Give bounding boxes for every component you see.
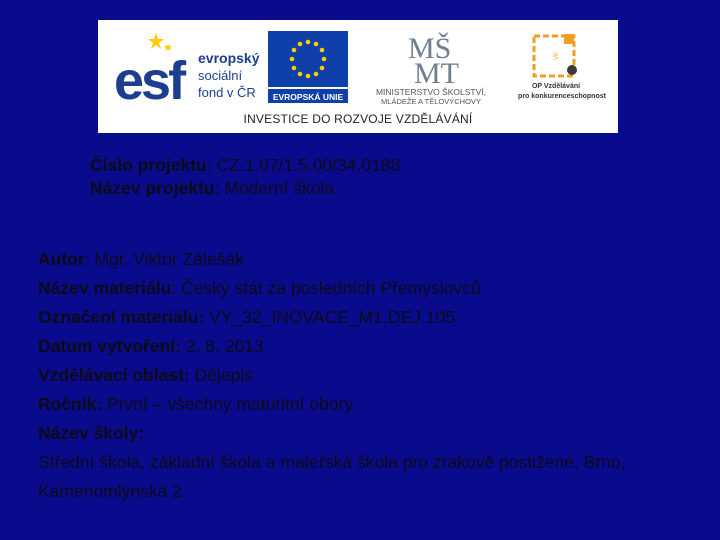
author-value: : Mgr. Viktor Zálešák xyxy=(84,249,244,269)
material-name-value: : Český stát za posledních Přemyslovců xyxy=(171,278,481,298)
msmt-mark-bottom: MT xyxy=(414,57,459,90)
op-vzdelavani-logo xyxy=(512,30,612,106)
op-line-1: OP Vzdělávání xyxy=(531,83,581,90)
project-number-value: : CZ.1.07/1.5.00/34.0188 xyxy=(206,155,401,175)
msmt-line-2: MLÁDEŽE A TĚLOVÝCHOVY xyxy=(381,97,481,106)
date-row xyxy=(38,332,678,361)
area-value: Dějepis xyxy=(189,365,253,385)
esf-logo xyxy=(112,29,262,105)
year-label: Ročník: xyxy=(38,394,103,414)
school-label: Název školy: xyxy=(38,423,145,443)
author-row xyxy=(38,245,678,274)
msmt-logo xyxy=(356,28,506,106)
school-label-row xyxy=(38,419,678,448)
material-code-label: Označení materiálu: xyxy=(38,307,205,327)
msmt-line-1: MINISTERSTVO ŠKOLSTVÍ, xyxy=(375,87,487,97)
school-value: Střední škola, základní škola a mateřská škola pro zrakově postižené, Brno, Kamenomlýnská 2 xyxy=(38,452,626,501)
project-block xyxy=(90,154,400,200)
material-name-row xyxy=(38,274,678,303)
op-badge: VK xyxy=(554,51,560,60)
material-code-row xyxy=(38,303,678,332)
area-row xyxy=(38,361,678,390)
eu-caption: EVROPSKÁ UNIE xyxy=(272,92,344,102)
material-name-label: Název materiálu xyxy=(38,278,172,298)
year-value: První – všechny maturitní obory xyxy=(102,394,354,414)
project-name-value: : Moderní škola xyxy=(214,178,335,198)
eu-flag-logo xyxy=(266,29,350,105)
op-line-2: pro konkurenceschopnost xyxy=(518,93,606,100)
project-number-row xyxy=(90,154,400,177)
date-value: 2. 8. 2013 xyxy=(180,336,264,356)
logo-banner xyxy=(98,20,618,133)
msmt-mark-top: MŠ xyxy=(408,32,452,65)
esf-line-3: fond v ČR xyxy=(198,85,256,100)
project-name-row xyxy=(90,177,400,200)
esf-mark: esf xyxy=(114,51,184,105)
project-name-label: Název projektu xyxy=(90,178,215,198)
material-details xyxy=(38,245,678,506)
esf-line-2: sociální xyxy=(198,68,243,83)
material-code-value: VY_32_INOVACE_M1.DEJ.105 xyxy=(204,307,455,327)
date-label: Datum vytvoření: xyxy=(38,336,181,356)
project-number-label: Číslo projektu xyxy=(90,155,207,175)
area-label: Vzdělávací oblast: xyxy=(38,365,190,385)
author-label: Autor xyxy=(38,249,85,269)
year-row xyxy=(38,390,678,419)
esf-line-1: evropský xyxy=(198,50,260,66)
banner-caption: INVESTICE DO ROZVOJE VZDĚLÁVÁNÍ xyxy=(243,112,473,126)
